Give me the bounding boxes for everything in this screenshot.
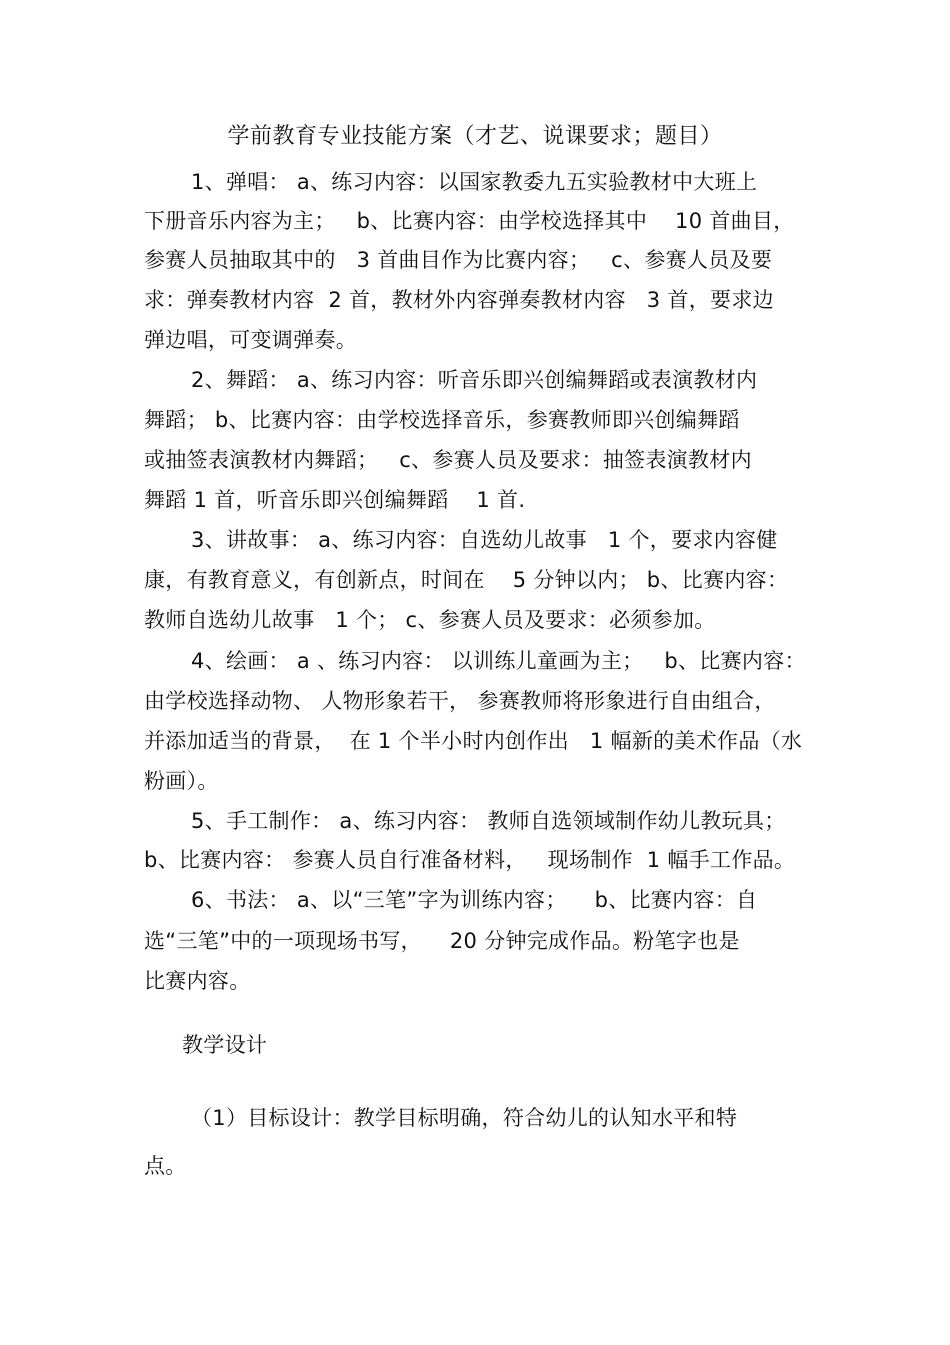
paragraph-line: 6、书法： a、以“三笔”字为训练内容； b、比赛内容：自 <box>191 888 758 912</box>
paragraph-line: 下册音乐内容为主； b、比赛内容：由学校选择其中 10 首曲目， <box>144 209 795 233</box>
paragraph-line: 并添加适当的背景， 在 1 个半小时内创作出 1 幅新的美术作品（水 <box>144 729 803 753</box>
paragraph-line: 点。 <box>144 1154 187 1178</box>
paragraph-line: 5、手工制作： a、练习内容： 教师自选领域制作幼儿教玩具； <box>191 809 786 833</box>
paragraph-line: 弹边唱，可变调弹奏。 <box>144 328 357 352</box>
document-title: 学前教育专业技能方案（才艺、说课要求；题目） <box>227 124 723 149</box>
paragraph-line: 求：弹奏教材内容 2 首，教材外内容弹奏教材内容 3 首，要求边 <box>144 288 774 312</box>
paragraph-line: 或抽签表演教材内舞蹈； c、参赛人员及要求：抽签表演教材内 <box>144 448 752 472</box>
paragraph-line: 教师自选幼儿故事 1 个； c、参赛人员及要求：必须参加。 <box>144 608 716 632</box>
paragraph-line: 比赛内容。 <box>144 969 251 993</box>
paragraph-line: 舞蹈 1 首，听音乐即兴创编舞蹈 1 首. <box>144 488 526 512</box>
paragraph-line: 3、讲故事： a、练习内容：自选幼儿故事 1 个，要求内容健 <box>191 528 778 552</box>
paragraph-line: 粉画）。 <box>144 769 219 793</box>
paragraph-line: b、比赛内容： 参赛人员自行准备材料， 现场制作 1 幅手工作品。 <box>144 848 796 872</box>
paragraph-line: 选“三笔”中的一项现场书写， 20 分钟完成作品。粉笔字也是 <box>144 929 740 953</box>
paragraph-line: （1）目标设计：教学目标明确，符合幼儿的认知水平和特 <box>191 1106 738 1130</box>
paragraph-line: 舞蹈； b、比赛内容：由学校选择音乐，参赛教师即兴创编舞蹈 <box>144 408 740 432</box>
paragraph-line: 2、舞蹈： a、练习内容：听音乐即兴创编舞蹈或表演教材内 <box>191 368 758 392</box>
section-heading: 教学设计 <box>182 1033 268 1057</box>
paragraph-line: 康，有教育意义，有创新点，时间在 5 分钟以内； b、比赛内容： <box>144 568 789 592</box>
paragraph-line: 由学校选择动物、 人物形象若干， 参赛教师将形象进行自由组合， <box>144 689 776 713</box>
paragraph-line: 4、绘画： a 、练习内容： 以训练儿童画为主； b、比赛内容： <box>191 649 806 673</box>
paragraph-line: 参赛人员抽取其中的 3 首曲目作为比赛内容； c、参赛人员及要 <box>144 248 773 272</box>
paragraph-line: 1、弹唱： a、练习内容：以国家教委九五实验教材中大班上 <box>191 170 758 194</box>
